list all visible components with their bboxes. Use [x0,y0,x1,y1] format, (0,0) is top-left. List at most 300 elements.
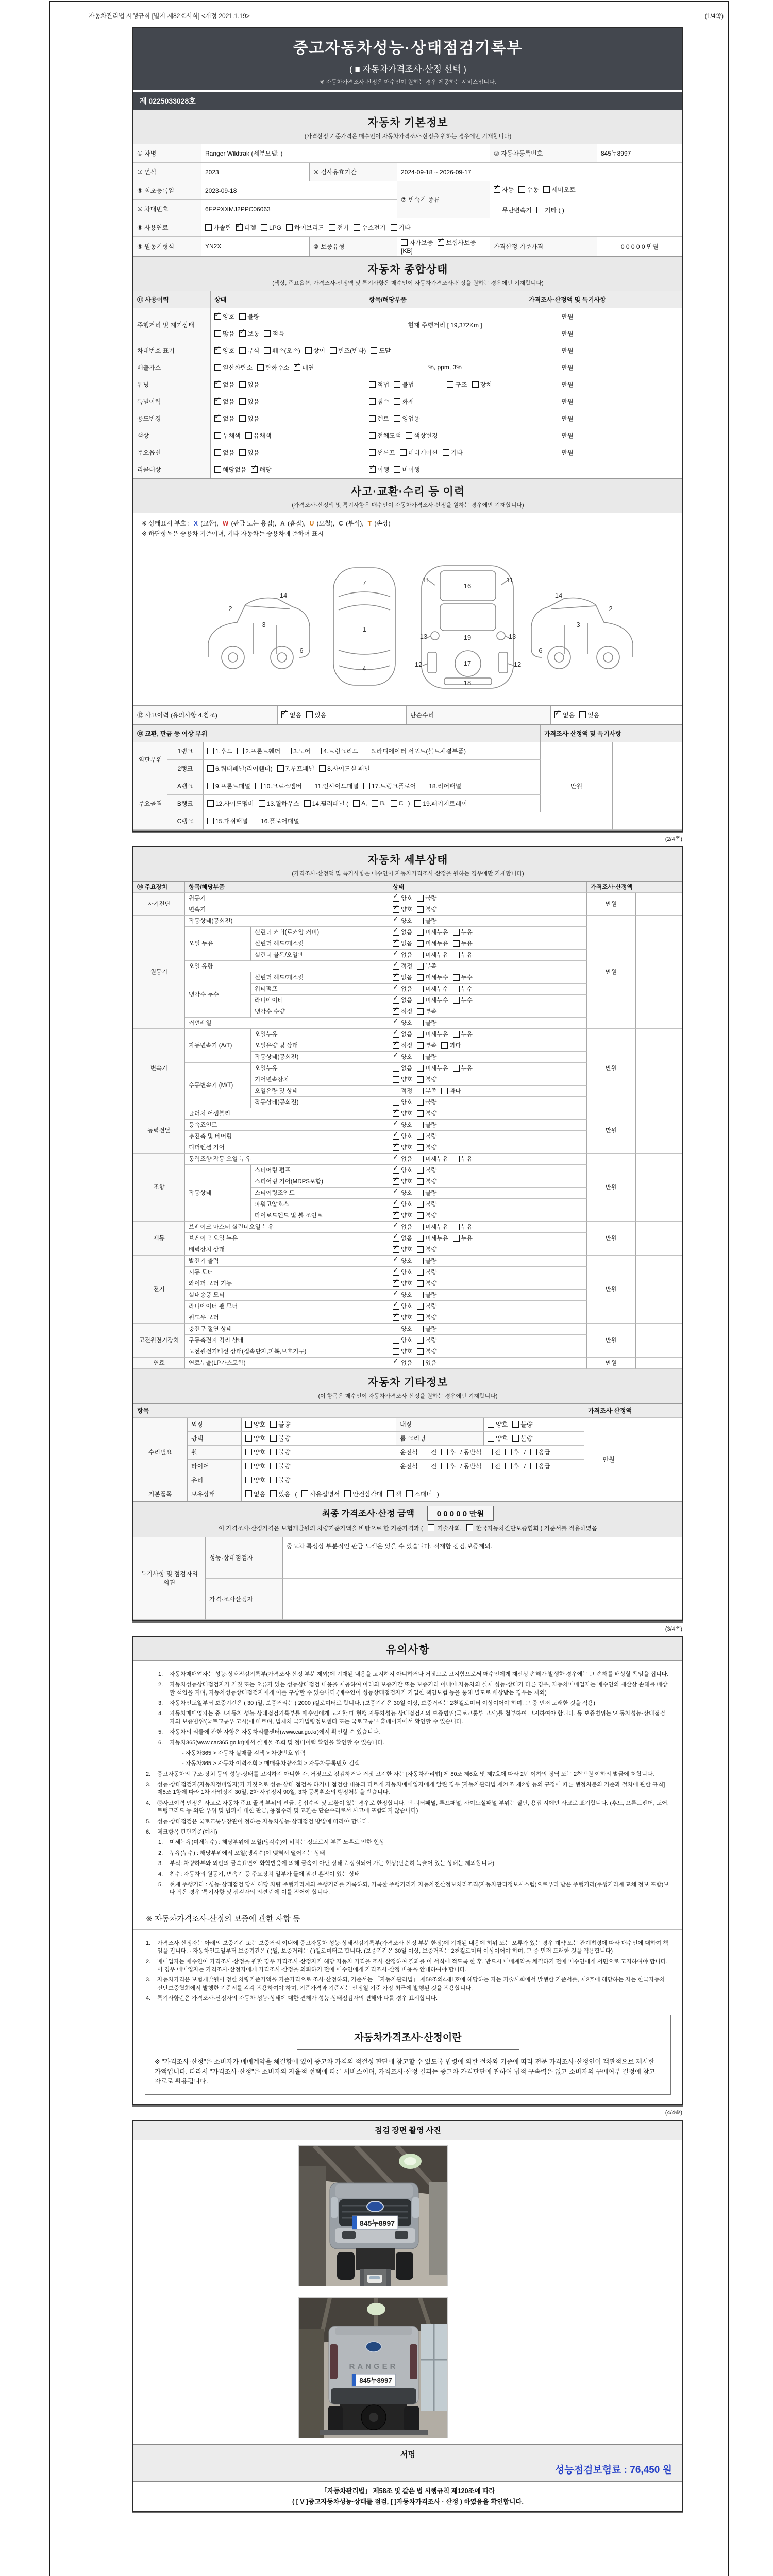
checkbox[interactable] [270,1477,277,1483]
checkbox[interactable] [207,748,214,754]
checkbox[interactable] [319,765,326,772]
option [393,1030,412,1038]
notice-number: 4. [158,1710,163,1717]
checkbox[interactable] [417,1269,424,1276]
checkbox[interactable] [406,1490,413,1497]
notice-text: 성능·상태점검자(자동차정비업자)가 거짓으로 성능·상태 점검을 하거나 점검한 내용과 다르게 자동차매매업자에게 알린 경우 [자동차관리법 제21조 제2항 등의 규정에 따른 행정처분의 기준과 절차에 관한 규칙] 제5조 1항에 따라 1차 사업정지 30일, 2차 사업정지 90일, 3차 등록취소의 행정처분을 받습니다. [157,1782,665,1796]
option-label: 양호 [401,1122,413,1129]
title-band [133,28,682,90]
row-label [133,916,185,1029]
checkbox[interactable] [417,906,424,913]
checkbox[interactable] [488,1435,494,1442]
checkbox[interactable] [417,1201,424,1208]
checkbox[interactable] [417,1088,424,1094]
checkbox[interactable] [393,1235,399,1242]
checkbox[interactable] [285,748,292,754]
checkbox[interactable] [406,432,412,439]
checkbox[interactable] [259,800,265,807]
checkbox[interactable] [417,940,424,947]
cell [185,1063,251,1108]
checkbox[interactable] [417,1076,424,1083]
checkbox[interactable] [393,1360,399,1366]
checkbox[interactable] [453,986,460,992]
checkbox[interactable] [393,1088,399,1094]
checkbox[interactable] [363,748,369,754]
checkbox[interactable] [393,1337,399,1344]
option-label: 누유 [461,1065,473,1072]
checkbox[interactable] [394,415,400,422]
checkbox[interactable] [453,1235,460,1242]
checkbox[interactable] [453,1031,460,1038]
checkbox[interactable] [417,963,424,970]
cell [389,1222,587,1233]
checkbox[interactable] [530,1463,537,1469]
checkbox[interactable] [417,974,424,981]
checkbox[interactable] [417,895,424,902]
checkbox[interactable] [393,1190,399,1196]
checkbox[interactable] [393,1031,399,1038]
checkbox[interactable] [239,398,246,405]
section-note: (가격조사·산정액 및 특기사항은 매수인이 자동차가격조사·산정을 원하는 경우에만 기재합니다) [292,502,524,509]
checkbox[interactable] [417,1360,424,1366]
checkbox[interactable] [264,330,271,337]
checkbox[interactable] [417,1122,424,1128]
checkbox[interactable] [239,330,246,337]
option-label: 13.휠하우스 [266,800,299,807]
option-label: 적음 [272,330,284,337]
checkbox[interactable] [393,1292,399,1298]
checkbox[interactable] [530,1449,537,1455]
option-label: 기타 ( ) [544,206,564,214]
cell-text: ⑦ 변속기 종류 [401,196,440,204]
cell-text: ⑤ 최초등록일 [137,187,175,194]
checkbox[interactable] [441,1088,448,1094]
option [393,1132,412,1140]
checkbox[interactable] [237,748,244,754]
checkbox[interactable] [239,347,246,354]
panel-number: 6 [538,646,543,654]
checkbox[interactable] [371,347,377,354]
checkbox[interactable] [417,929,424,936]
cell-text: 내장 [400,1421,412,1429]
checkbox[interactable] [369,432,376,439]
checkbox[interactable] [214,398,221,405]
checkbox[interactable] [453,1156,460,1162]
cell-text: 가격·조사산정자 [209,1595,254,1603]
notice-number: 2. [146,1958,151,1965]
checkbox[interactable] [394,398,400,405]
row-label [133,1108,185,1154]
cell-text: 1랭크 [177,747,193,755]
checkbox[interactable] [417,1337,424,1344]
option [417,1132,436,1140]
checkbox[interactable] [417,1314,424,1321]
option [353,800,367,807]
checkbox[interactable] [417,1348,424,1355]
checkbox[interactable] [393,940,399,947]
checkbox[interactable] [417,1110,424,1117]
checkbox[interactable] [245,1421,252,1428]
checkbox[interactable] [393,1076,399,1083]
checkbox[interactable] [393,1042,399,1049]
checkbox[interactable] [488,1421,494,1428]
checkbox[interactable] [277,765,284,772]
checkbox[interactable] [270,1490,277,1497]
cell [211,376,365,393]
option-label: 없음 [223,381,235,388]
cell [278,706,407,724]
checkbox[interactable] [543,186,550,193]
checkbox[interactable] [353,800,360,807]
checkbox[interactable] [304,800,311,807]
checkbox[interactable] [417,1167,424,1174]
option-label: 양호 [401,907,413,913]
checkbox[interactable] [417,1020,424,1026]
checkbox[interactable] [417,1224,424,1230]
checkbox[interactable] [344,1490,351,1497]
option [393,1143,412,1151]
checkbox[interactable] [245,1449,252,1455]
checkbox[interactable] [417,918,424,924]
checkbox[interactable] [207,783,214,789]
checkbox[interactable] [207,765,214,772]
checkbox[interactable] [393,1099,399,1106]
checkbox[interactable] [393,1348,399,1355]
checkbox[interactable] [417,997,424,1004]
checkbox[interactable] [251,466,258,473]
checkbox[interactable] [536,207,543,213]
cell [389,1267,587,1278]
checkbox[interactable] [393,1269,399,1276]
checkbox[interactable] [453,1065,460,1072]
checkbox[interactable] [441,1042,448,1049]
checkbox[interactable] [453,929,460,936]
column-header [365,291,525,308]
checkbox[interactable] [393,1156,399,1162]
checkbox[interactable] [286,224,293,231]
cell [389,984,587,995]
checkbox[interactable] [393,997,399,1004]
checkbox[interactable] [369,398,376,405]
checkbox[interactable] [417,1258,424,1264]
checkbox[interactable] [393,1133,399,1140]
checkbox[interactable] [393,1201,399,1208]
option-label: 없음 [401,941,413,947]
notice-text: 자동차의 리콜에 관한 사항은 자동차리콜센터(www.car.go.kr)에서 확인할 수 있습니다. [170,1729,380,1736]
option [505,1462,519,1470]
checkbox[interactable] [270,1449,277,1455]
checkbox[interactable] [428,1524,434,1531]
checkbox[interactable] [257,364,264,371]
checkbox[interactable] [417,1144,424,1151]
option [214,397,234,406]
option [344,1489,382,1498]
option-label: 없음 [401,1360,413,1367]
checkbox[interactable] [494,207,500,213]
checkbox[interactable] [214,330,221,337]
checkbox[interactable] [391,800,397,807]
checkbox[interactable] [447,381,453,388]
checkbox[interactable] [414,800,421,807]
checkbox[interactable] [330,347,337,354]
cell [587,1154,636,1222]
option [270,1476,290,1484]
option-label: 있음 [247,415,260,422]
checkbox[interactable] [214,466,221,473]
checkbox[interactable] [393,1144,399,1151]
checkbox[interactable] [518,186,525,193]
checkbox[interactable] [369,449,376,456]
document-title: 중고자동차성능·상태점검기록부 [293,40,523,57]
checkbox[interactable] [393,1065,399,1072]
cell [636,1154,682,1222]
checkbox[interactable] [301,1490,308,1497]
checkbox[interactable] [214,415,221,422]
notice-text: - 자동차365 > 자동차 이력조회 > 매매용차량조회 > 자동차등록번호 검색 [182,1760,360,1767]
checkbox[interactable] [417,1292,424,1298]
checkbox[interactable] [400,449,407,456]
checkbox[interactable] [453,952,460,958]
option-label: 없음 [401,952,413,959]
checkbox[interactable] [255,783,262,789]
checkbox[interactable] [505,1463,512,1469]
checkbox[interactable] [393,918,399,924]
checkbox[interactable] [245,1463,252,1469]
cell [525,410,610,427]
checkbox[interactable] [393,895,399,902]
option-label: 전체도색 [377,432,401,439]
checkbox[interactable] [417,1280,424,1287]
cell [185,1290,389,1301]
checkbox[interactable] [453,997,460,1004]
checkbox[interactable] [443,449,449,456]
checkbox[interactable] [393,986,399,992]
cell-text: ⑨ 원동기형식 [137,243,175,250]
checkbox[interactable] [393,1178,399,1185]
checkbox[interactable] [512,1421,519,1428]
checkbox[interactable] [417,1303,424,1310]
checkbox[interactable] [393,963,399,970]
checkbox[interactable] [421,783,427,789]
checkbox[interactable] [393,929,399,936]
option-label: 없음 [401,1224,413,1231]
option [214,465,246,474]
checkbox[interactable] [486,1463,493,1469]
cell-text: 외판부위 [138,756,162,764]
checkbox[interactable] [417,1156,424,1162]
cell-text: 용도변경 [137,415,161,422]
checkbox[interactable] [261,224,267,231]
checkbox[interactable] [393,1326,399,1332]
checkbox[interactable] [214,347,221,354]
checkbox[interactable] [417,1054,424,1060]
checkbox[interactable] [214,364,221,371]
checkbox[interactable] [453,974,460,981]
checkbox[interactable] [472,381,479,388]
checkbox[interactable] [393,1122,399,1128]
checkbox[interactable] [417,1099,424,1106]
cell [251,938,389,950]
checkbox[interactable] [391,224,397,231]
checkbox[interactable] [245,1490,252,1497]
cell [251,1074,389,1086]
checkbox[interactable] [505,1449,512,1455]
checkbox[interactable] [417,1065,424,1072]
option [245,1420,265,1429]
checkbox[interactable] [239,381,246,388]
option-label: B, [380,800,386,807]
checkbox[interactable] [294,364,300,371]
checkbox[interactable] [214,313,221,320]
option [393,1302,412,1310]
checkbox[interactable] [554,711,561,718]
cell [201,200,397,218]
option-label: 양호 [401,1179,413,1185]
checkbox[interactable] [417,1326,424,1332]
cell-text: 6FPPXXMJ2PPC06063 [205,205,271,213]
section-basic-header [133,110,682,144]
checkbox[interactable] [393,1054,399,1060]
checkbox[interactable] [393,1280,399,1287]
checkbox[interactable] [214,449,221,456]
checkbox[interactable] [239,313,246,320]
row-label [133,237,201,256]
checkbox[interactable] [393,1246,399,1253]
checkbox[interactable] [369,415,376,422]
column-header [211,291,365,308]
checkbox[interactable] [393,1224,399,1230]
option-label: 수동 [527,186,539,194]
checkbox[interactable] [307,783,313,789]
checkbox[interactable] [253,818,259,824]
checkbox[interactable] [438,239,444,246]
checkbox[interactable] [315,748,322,754]
checkbox[interactable] [369,381,376,388]
checkbox[interactable] [393,1212,399,1219]
checkbox[interactable] [264,347,271,354]
checkbox[interactable] [245,432,252,439]
checkbox[interactable] [579,711,586,718]
checkbox[interactable] [394,466,400,473]
checkbox[interactable] [441,1463,448,1469]
checkbox[interactable] [417,1212,424,1219]
option [393,894,412,902]
checkbox[interactable] [306,711,313,718]
option-label: 없음 [290,711,302,719]
option-label: 양호 [401,1020,413,1027]
checkbox[interactable] [393,1258,399,1264]
notice-item [146,1800,670,1816]
checkbox[interactable] [494,186,500,193]
cell [389,1018,587,1029]
checkbox[interactable] [512,1435,519,1442]
checkbox[interactable] [453,1224,460,1230]
checkbox[interactable] [486,1449,493,1455]
cell [610,359,682,376]
page-4 [132,2120,683,2512]
checkbox[interactable] [270,1435,277,1442]
checkbox[interactable] [417,1178,424,1185]
checkbox[interactable] [417,1235,424,1242]
checkbox[interactable] [401,239,408,246]
checkbox[interactable] [393,974,399,981]
checkbox[interactable] [354,224,360,231]
option [453,928,473,936]
checkbox[interactable] [417,1190,424,1196]
option-label: 누유 [461,1224,473,1231]
checkbox[interactable] [372,800,378,807]
checkbox[interactable] [417,1133,424,1140]
title-note: ※ 자동차가격조사·산정은 매수인이 원하는 경우 제공하는 서비스입니다. [320,79,496,86]
checkbox[interactable] [245,1435,252,1442]
checkbox[interactable] [205,224,212,231]
option-label: 불량 [425,1213,437,1219]
option [315,747,358,755]
checkbox[interactable] [239,449,246,456]
cell [633,1418,682,1501]
checkbox[interactable] [417,986,424,992]
checkbox[interactable] [207,800,214,807]
option-label: 미세누수 [425,975,448,981]
checkbox[interactable] [305,347,312,354]
checkbox[interactable] [393,1110,399,1117]
cell-text: 배출가스 [137,364,161,371]
option [259,799,299,808]
option-label: 불량 [425,1292,437,1299]
checkbox[interactable] [466,1524,473,1531]
checkbox[interactable] [387,1490,394,1497]
checkbox[interactable] [441,1449,448,1455]
notice-item [146,1839,670,1846]
option [393,1223,412,1231]
checkbox[interactable] [417,1031,424,1038]
checkbox[interactable] [393,906,399,913]
checkbox[interactable] [417,1042,424,1049]
checkbox[interactable] [393,952,399,958]
checkbox[interactable] [393,1020,399,1026]
checkbox[interactable] [417,952,424,958]
option-text [400,1462,418,1470]
checkbox[interactable] [423,1463,429,1469]
checkbox[interactable] [394,381,400,388]
checkbox[interactable] [369,466,376,473]
checkbox[interactable] [453,940,460,947]
option-label: 7.루프패널 [285,765,315,772]
notice-item [146,1700,670,1707]
checkbox[interactable] [393,1167,399,1174]
checkbox[interactable] [214,432,221,439]
checkbox[interactable] [363,783,370,789]
panel-number: 2 [228,604,232,613]
checkbox[interactable] [423,1449,429,1455]
checkbox[interactable] [207,818,214,824]
checkbox[interactable] [417,1246,424,1253]
checkbox[interactable] [417,1008,424,1015]
checkbox[interactable] [329,224,335,231]
checkbox[interactable] [393,1303,399,1310]
checkbox[interactable] [239,415,246,422]
cell [251,1063,389,1074]
checkbox[interactable] [393,1008,399,1015]
checkbox[interactable] [214,381,221,388]
checkbox[interactable] [245,1477,252,1483]
checkbox[interactable] [270,1421,277,1428]
checkbox[interactable] [281,711,288,718]
checkbox[interactable] [393,1314,399,1321]
checkbox[interactable] [270,1463,277,1469]
cell [365,308,525,342]
checkbox[interactable] [236,224,243,231]
